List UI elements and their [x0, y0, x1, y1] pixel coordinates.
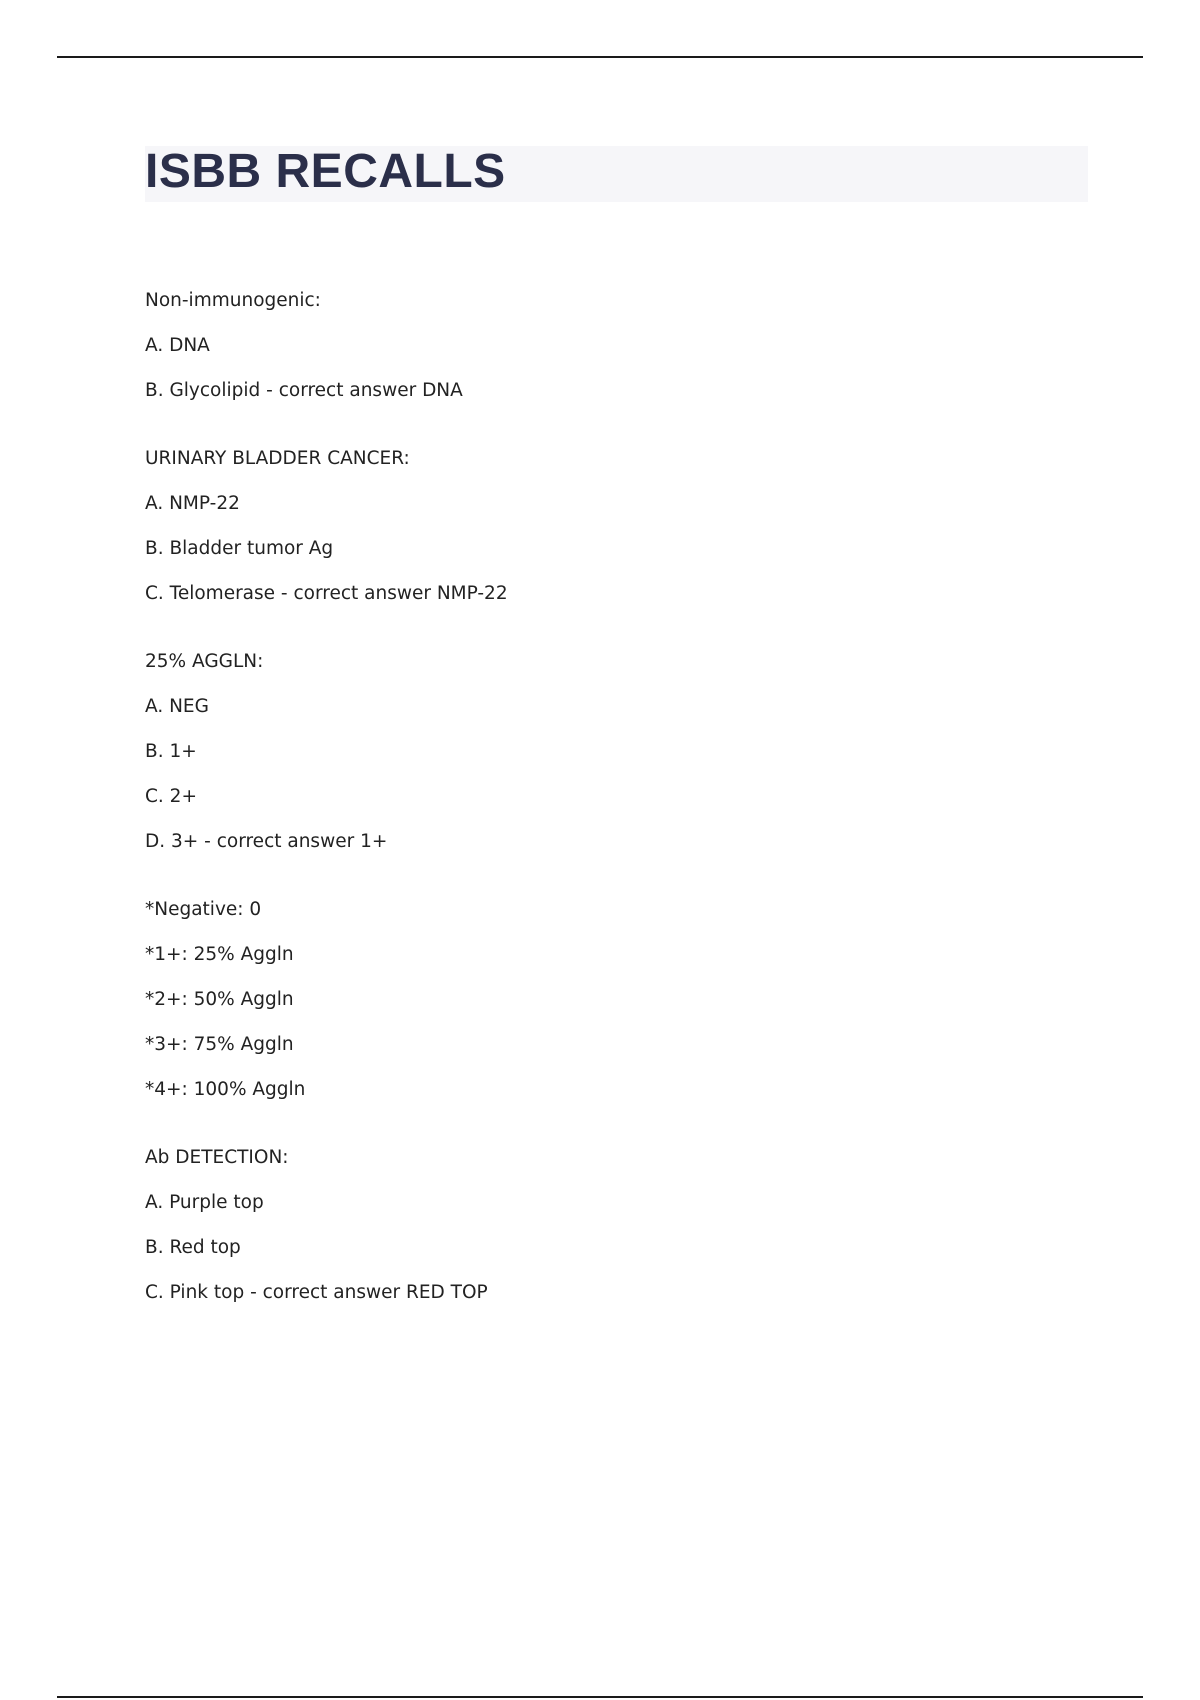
answer-option: A. DNA [145, 335, 210, 356]
question-block-agglutination [145, 651, 1045, 853]
answer-option: A. NEG [145, 696, 209, 717]
answer-option-with-key: C. Pink top - correct answer RED TOP [145, 1282, 488, 1303]
note-line: *1+: 25% Aggln [145, 944, 294, 965]
answer-option: B. Bladder tumor Ag [145, 538, 334, 559]
note-line: *3+: 75% Aggln [145, 1034, 294, 1055]
question-prompt: 25% AGGLN: [145, 651, 264, 672]
document-title: ISBB RECALLS [145, 145, 506, 198]
document-body [145, 290, 1045, 1350]
answer-option: B. 1+ [145, 741, 197, 762]
note-line: *2+: 50% Aggln [145, 989, 294, 1010]
question-block-ab-detection [145, 1147, 1045, 1304]
question-block-urinary-bladder-cancer [145, 448, 1045, 605]
answer-option-with-key: B. Glycolipid - correct answer DNA [145, 380, 463, 401]
answer-option: C. 2+ [145, 786, 197, 807]
header-rule [57, 56, 1143, 58]
note-block-agglutination-grades [145, 899, 1045, 1101]
question-prompt: Ab DETECTION: [145, 1147, 289, 1168]
answer-option-with-key: D. 3+ - correct answer 1+ [145, 831, 388, 852]
note-line: *4+: 100% Aggln [145, 1079, 306, 1100]
question-prompt: Non-immunogenic: [145, 290, 321, 311]
answer-option: A. Purple top [145, 1192, 264, 1213]
footer-rule [57, 1696, 1143, 1698]
answer-option: A. NMP-22 [145, 493, 240, 514]
answer-option: B. Red top [145, 1237, 241, 1258]
answer-option-with-key: C. Telomerase - correct answer NMP-22 [145, 583, 508, 604]
question-block-non-immunogenic [145, 290, 1045, 402]
question-prompt: URINARY BLADDER CANCER: [145, 448, 410, 469]
note-line: *Negative: 0 [145, 899, 262, 920]
